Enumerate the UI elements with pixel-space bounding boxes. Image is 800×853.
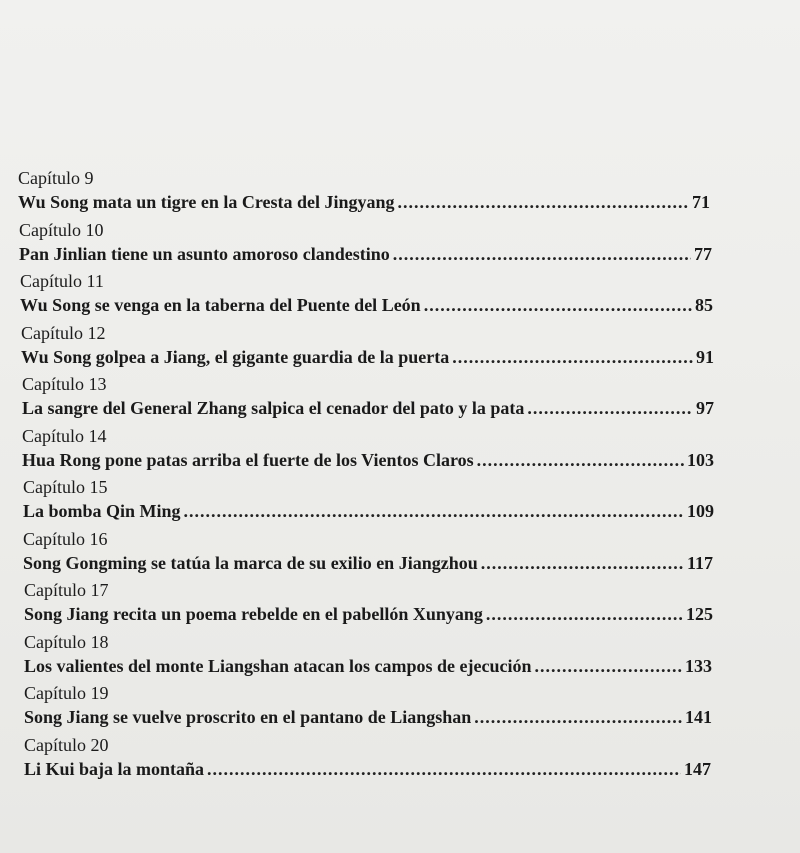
dot-leader [481,551,684,575]
dot-leader [184,499,684,523]
toc-entry [0,683,800,735]
chapter-title: Wu Song mata un tigre en la Cresta del Jingyang [18,192,395,212]
chapter-title-line [21,345,714,369]
toc-entry [0,271,800,323]
dot-leader [486,602,683,626]
page-number: 109 [687,501,714,521]
dot-leader [535,654,682,678]
chapter-title: La bomba Qin Ming [23,501,181,521]
page-number: 117 [686,552,713,573]
toc-entry [0,374,800,426]
page-number: 97 [696,398,714,418]
chapter-title-line [24,757,711,781]
toc-entry [0,735,800,787]
page-number: 141 [685,707,712,727]
dot-leader [398,190,689,214]
toc-entry [0,220,800,272]
page-number: 133 [685,655,712,676]
chapter-title-line [18,190,710,214]
chapter-label: Capítulo 16 [23,528,108,549]
chapter-title-line [19,242,712,266]
chapter-label: Capítulo 10 [19,219,104,240]
chapter-label: Capítulo 12 [21,322,106,343]
chapter-label: Capítulo 18 [24,631,109,652]
chapter-title-line [20,293,713,317]
toc-entry [0,323,800,375]
page-number: 147 [684,758,711,779]
chapter-label: Capítulo 11 [20,271,104,291]
chapter-label: Capítulo 9 [18,168,94,188]
chapter-title: La sangre del General Zhang salpica el cenador del pato y la pata [22,398,525,418]
table-of-contents [0,168,800,786]
chapter-title: Song Gongming se tatúa la marca de su exilio en Jiangzhou [23,552,478,573]
toc-entry [0,477,800,529]
chapter-title: Wu Song golpea a Jiang, el gigante guardia de la puerta [21,346,450,367]
dot-leader [393,242,691,266]
dot-leader [207,757,681,781]
chapter-label: Capítulo 15 [23,477,108,497]
page-number: 91 [696,346,714,367]
chapter-title: Song Jiang recita un poema rebelde en el pabellón Xunyang [24,604,483,624]
chapter-title: Pan Jinlian tiene un asunto amoroso clandestino [19,243,390,264]
toc-entry [0,580,800,632]
chapter-title-line [24,602,713,626]
chapter-title-line [24,654,712,678]
dot-leader [527,396,693,420]
chapter-title: Wu Song se venga en la taberna del Puente del León [20,295,421,315]
chapter-title-line [24,705,712,729]
toc-entry [0,426,800,478]
page-number: 103 [687,449,714,470]
toc-entry [0,168,800,220]
chapter-label: Capítulo 19 [24,683,109,703]
dot-leader [424,293,692,317]
page-number: 71 [692,192,710,212]
dot-leader [474,705,682,729]
page-number: 77 [694,243,712,264]
dot-leader [477,448,684,472]
chapter-title: Los valientes del monte Liangshan atacan los campos de ejecución [24,655,532,676]
chapter-title-line [22,448,714,472]
chapter-title: Song Jiang se vuelve proscrito en el pantano de Liangshan [24,707,472,727]
chapter-title-line [23,499,714,523]
chapter-title-line [22,396,714,420]
chapter-label: Capítulo 14 [22,425,107,446]
chapter-title: Li Kui baja la montaña [24,758,205,779]
chapter-title: Hua Rong pone patas arriba el fuerte de los Vientos Claros [22,449,474,470]
dot-leader [452,345,693,369]
chapter-title-line [23,551,713,575]
page-number: 85 [695,295,713,315]
chapter-label: Capítulo 17 [24,580,109,600]
toc-entry [0,529,800,581]
page-number: 125 [686,604,713,624]
toc-entry [0,632,800,684]
chapter-label: Capítulo 13 [22,374,107,394]
chapter-label: Capítulo 20 [24,734,109,755]
